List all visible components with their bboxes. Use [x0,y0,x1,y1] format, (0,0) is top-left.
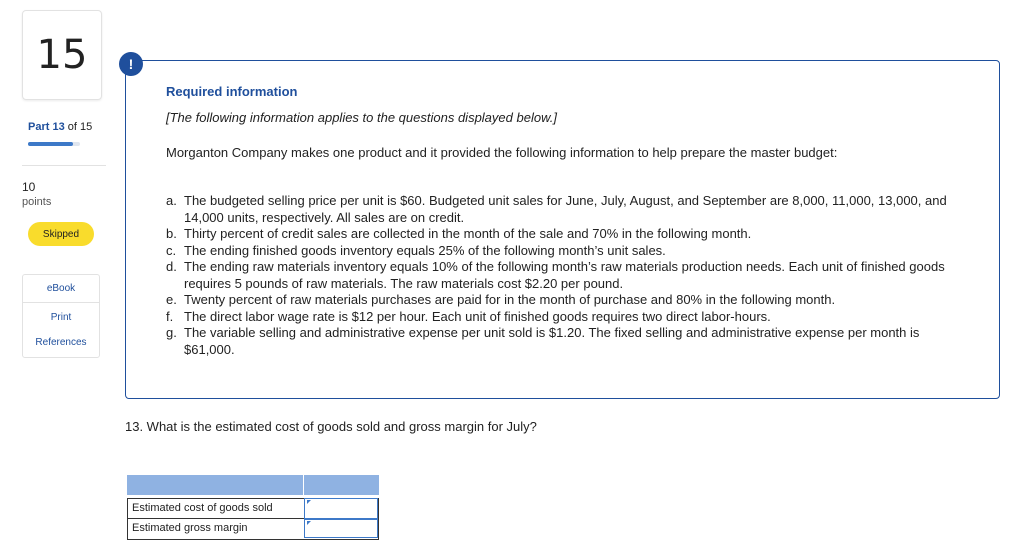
list-item [166,226,966,243]
part-indicator [28,121,92,133]
sidebar [0,0,110,560]
tools-panel [22,274,100,358]
info-title: Required information [166,84,298,99]
list-item [166,243,966,260]
status-badge: Skipped [28,222,94,246]
print-link[interactable]: Print [50,312,72,323]
list-marker: f. [166,308,174,324]
input-flag-icon [307,500,311,504]
question-text: 13. What is the estimated cost of goods sold and gross margin for July? [125,419,537,434]
info-list [166,193,966,358]
list-marker: a. [166,193,177,208]
ebook-link[interactable]: eBook [46,283,76,294]
info-subtitle: [The following information applies to the questions displayed below.] [166,110,557,125]
list-item-text: The budgeted selling price per unit is $60. Budgeted unit sales for June, July, August, and September are 8,000, 11,000, 13,000, and 14,000 units, respectively. All sales are on credit. [184,193,947,225]
tools-divider [23,302,99,303]
question-number: 15 [22,10,102,100]
references-link[interactable]: References [35,337,87,348]
list-item [166,259,966,292]
list-item-text: The variable selling and administrative expense per unit sold is $1.20. The fixed selling and administrative expense per month is $61,000. [184,325,920,357]
list-item-text: Twenty percent of raw materials purchases are paid for in the month of purchase and 80% in the following month. [184,292,836,307]
list-item-text: The direct labor wage rate is $12 per hour. Each unit of finished goods requires two direct labor-hours. [184,308,771,324]
list-marker: b. [166,226,177,241]
table-row [127,519,379,540]
part-progress-bar [28,142,80,146]
info-intro: Morganton Company makes one product and it provided the following information to help prepare the master budget: [166,145,838,160]
list-marker: e. [166,292,177,307]
answer-table-header [127,475,379,495]
row-label-cost-of-goods-sold: Estimated cost of goods sold [132,502,273,514]
part-label-prefix: Part 13 [28,121,65,133]
cost-of-goods-sold-input[interactable] [304,498,378,519]
list-item [166,309,966,326]
points-label: points [22,196,52,208]
row-label-gross-margin: Estimated gross margin [132,522,248,534]
part-label-suffix: of 15 [67,121,93,133]
list-item [166,292,966,309]
points-value: 10 [22,180,36,194]
input-flag-icon [307,521,311,525]
sidebar-divider [22,165,106,166]
list-marker: g. [166,325,177,340]
list-item-text: The ending raw materials inventory equals 10% of the following month’s raw materials production needs. Each unit of finished goods requires 5 pounds of raw materials. The raw materials cost $2.20 per pound. [184,259,945,291]
table-row [127,498,379,519]
list-marker: d. [166,259,177,274]
list-marker: c. [166,242,177,258]
header-divider [303,475,304,495]
list-item [166,193,966,226]
gross-margin-input[interactable] [304,519,378,538]
list-item-text: Thirty percent of credit sales are collected in the month of the sale and 70% in the following month. [184,226,752,241]
alert-icon: ! [119,52,143,76]
list-item [166,325,966,358]
list-item-text: The ending finished goods inventory equals 25% of the following month’s unit sales. [184,242,666,258]
part-progress-fill [28,142,73,146]
required-info-panel [125,60,1000,399]
